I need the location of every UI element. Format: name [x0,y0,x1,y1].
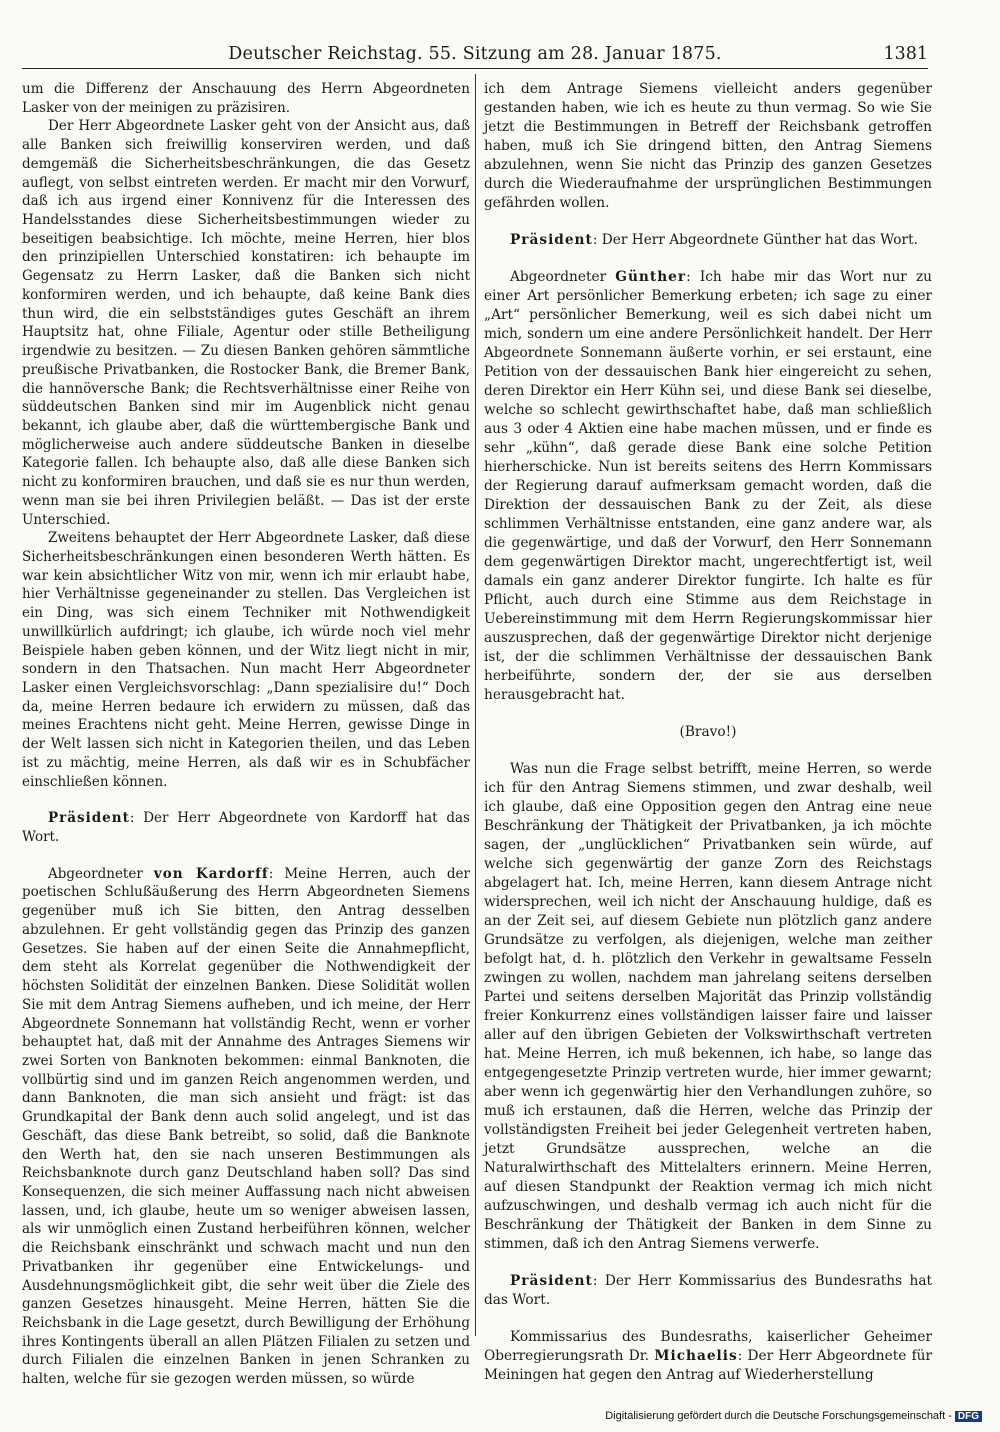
footer-text: Digitalisierung gefördert durch die Deutsche Forschungsgemeinschaft - [605,1410,952,1422]
dfg-logo: DFG [955,1411,982,1422]
speech-text: : Der Herr Abgeordnete für Meiningen hat gegen den Antrag auf Wiederherstellung [484,1348,932,1383]
right-column [484,80,932,1385]
paragraph: Was nun die Frage selbst betrifft, meine Herren, so werde ich für den Antrag Siemens stimmen, und zwar deshalb, weil ich glaube, daß eine Opposition gegen den Antrag eine neue Beschränkung der Thätigkeit der Privatbanken, ja ich möchte sagen, der „unglücklichen“ Privatbanken sein würde, auf welche sich gegenwärtig der ganze Zorn des Reichstags abgelagert hat. Ich, meine Herren, kann diesem Antrage nicht widersprechen, weil ich nicht der Anschauung huldige, daß es an der Zeit sei, auf diesem Gebiete nun plötzlich ganz andere Grundsätze zu verfolgen, als diejenigen, welche man zeither befolgt hat, d. h. plötzlich den Verkehr in gewaltsame Fesseln zwingen zu wollen, nachdem man jahrelang seitens derselben Partei und seitens derselben Majorität das Prinzip vollständig freier Konkurrenz eines vollständigen laisser faire und laisser aller auf den übrigen Gebieten der Volkswirthschaft vertreten hat. Meine Herren, ich muß bekennen, ich habe, so lange das entgegengesetzte Prinzip vertreten wurde, hier immer gewarnt; aber wenn ich gegenwärtig hier den Verhandlungen zuhöre, so muß ich erstaunen, daß die Herren, welche das Prinzip der vollständigsten Freiheit bei jeder Gelegenheit vertreten haben, jetzt Grundsätze aussprechen, welche an die Naturalwirthschaft des Mittelalters erinnern. Meine Herren, auf diesen Standpunkt der Reaktion vermag ich mich nicht aufzuschwingen, und deshalb vermag ich auch nicht für die Beschränkung der Thätigkeit der Banken in dem Sinne zu stimmen, daß ich den Antrag Siemens verwerfe. [484,761,932,1252]
speaker-paragraph [484,268,932,705]
speaker-name: Präsident [48,810,130,827]
speaker-paragraph [22,809,470,846]
speaker-paragraph [484,1272,932,1310]
speaker-name: von Kardorff [153,865,269,882]
speaker-prefix: Kommissarius des Bundesraths, kaiserlicher Geheimer Oberregierungsrath Dr. [484,1329,932,1364]
paragraph: Der Herr Abgeordnete Lasker geht von der Ansicht aus, daß alle Banken sich freiwillig konserviren werden, und daß demgemäß die Sicherheitsbeschränkungen, die das Gesetz auflegt, von selbst eintreten werden. Er macht mir den Vorwurf, daß ich aus irgend einer Konnivenz für die Interessen des Handelsstandes diese Sicherheitsbestimmungen wieder zu beseitigen beabsichtige. Ich möchte, meine Herren, hier blos den prinzipiellen Unterschied konstatiren: ich behaupte im Gegensatz zu Herrn Lasker, daß die Banken sich nicht konformiren werden, und ich behaupte, daß keine Bank dies thun wird, die ein selbstständiges gutes Geschäft an ihrem Hauptsitz hat, ohne Filiale, Agentur oder stille Betheiligung irgendwie zu besitzen. — Zu diesen Banken gehören sämmtliche preußische Privatbanken, die Rostocker Bank, die Bremer Bank, die hannöversche Bank; die Rechtsverhältnisse einer Reihe von süddeutschen Banken sind mir im Augenblick nicht genau bekannt, ich glaube aber, daß die württembergische Bank und möglicherweise auch andere süddeutsche Banken in dieselbe Kategorie fallen. Ich behaupte also, daß alle diese Banken sich nicht zu konformiren brauchen, und daß sie es nur thun werden, wenn man sie bei ihren Privilegien beläßt. — Das ist der erste Unterschied. [22,118,470,528]
paragraph: um die Differenz der Anschauung des Herrn Abgeordneten Lasker von der meinigen zu präzisiren. [22,81,470,116]
speech-text: : Der Herr Abgeordnete von Kardorff hat das Wort. [22,810,470,846]
speaker-paragraph [484,1328,932,1385]
speaker-name: Präsident [510,232,593,248]
column-divider [475,74,476,1336]
paragraph: Zweitens behauptet der Herr Abgeordnete Lasker, daß diese Sicherheitsbeschränkungen einen besonderen Werth hätten. Es war kein absichtlicher Witz von mir, wenn ich mir erlaubt habe, hier Verhältnisse gegeneinander zu stellen. Das Vergleichen ist ein Ding, was sich einem Techniker mit Nothwendigkeit unwillkürlich aufdringt; ich glaube, ich würde noch viel mehr Beispiele haben geben können, und der Witz liegt nicht in mir, sondern in den Thatsachen. Nun macht Herr Abgeordneter Lasker einen Vergleichsvorschlag: „Dann spezialisire du!“ Doch da, meine Herren bedaure ich erwidern zu müssen, daß das meines Erachtens nicht geht. Meine Herren, gewisse Dinge in der Welt lassen sich nicht in Kategorien theilen, und das Leben ist zu mächtig, meine Herren, als daß wir es in Schubfächer einschließen können. [22,530,470,790]
speaker-paragraph [484,231,932,250]
left-column [22,80,470,1389]
speaker-paragraph [22,865,470,1389]
speaker-prefix: Abgeordneter [510,269,616,285]
speech-text: : Der Herr Kommissarius des Bundesraths hat das Wort. [484,1273,932,1308]
speech-text: : Der Herr Abgeordnete Günther hat das Wort. [592,232,918,248]
footer-credit [605,1410,982,1422]
speaker-name: Michaelis [654,1348,738,1364]
speech-text: : Meine Herren, auch der poetischen Schlußäußerung des Herrn Abgeordneten Siemens gegenüber muß ich Sie bitten, den Antrag desselben abzulehnen. Er geht vollständig gegen das Prinzip des ganzen Gesetzes. Sie haben auf der einen Seite die Annahmepflicht, dem steht als Korrelat gegenüber die Nothwendigkeit der höchsten Solidität der einzelnen Banken. Diese Solidität wollen Sie mit dem Antrag Siemens aufheben, und ich meine, der Herr Abgeordnete Sonnemann hat vollständig Recht, wenn er vorher behauptet hat, daß mit der Annahme des Antrages Siemens wir zwei Sorten von Banknoten bekommen: einmal Banknoten, die vollbürtig sind und im ganzen Reich angenommen werden, und dann Banknoten, die man sich ansieht und frägt: ist das Grundkapital der Bank denn auch solid angelegt, und ist das Geschäft, das diese Bank betreibt, so solid, daß die Banknote den Werth hat, den sie nach unseren Bestimmungen als Reichsbanknote durch ganz Deutschland haben soll? Das sind Konsequenzen, die sich meiner Auffassung nach nicht abweisen lassen, und, ich glaube, heute um so weniger abweisen lassen, als wir unmöglich einen Zustand herbeiführen können, welcher die Reichsbank einschränkt und schwach macht und nun den Privatbanken ihr gegenüber eine Entwickelungs- und Ausdehnungsmöglichkeit gibt, die sehr weit über die Ziele des ganzen Gesetzes hinausgeht. Meine Herren, hätten Sie die Reichsbank in die Lage gesetzt, durch Bewilligung der Erhöhung ihres Kontingents überall an allen Plätzen Filialen zu setzen und durch Filialen die einzelnen Banken in jenen Schranken zu halten, welche für sie gezogen werden müssen, so würde [22,865,470,1388]
header-title: Deutscher Reichstag. 55. Sitzung am 28. Januar 1875. [228,44,722,64]
speech-text: : Ich habe mir das Wort nur zu einer Art persönlicher Bemerkung erbeten; ich sage zu einer „Art“ persönlicher Bemerkung, weil es sich dabei nicht um mich, sondern um eine andere Persönlichkeit handelt. Der Herr Abgeordnete Sonnemann äußerte vorhin, er sei erstaunt, eine Petition von der dessauischen Bank hier eingereicht zu sehen, deren Direktor ein Herr Kühn sei, und diese Bank sei dieselbe, welche so schlecht gewirthschaftet habe, daß man schließlich aus 3 oder 4 Aktien eine habe machen müssen, und er finde es sehr „kühn“, daß gerade diese Bank eine solche Petition hierherschicke. Nun ist bereits seitens des Herrn Kommissars der Regierung darauf aufmerksam gemacht worden, daß die Direktion der dessauischen Bank zu der Zeit, als diese schlimmen Verhältnisse entstanden, eine ganz andere war, als die gegenwärtige, und daß der Vorwurf, den Herr Sonnemann dem gegenwärtigen Direktor macht, ungerechtfertigt ist, weil damals ein ganz anderer Direktor fungirte. Ich halte es für Pflicht, auch durch eine Stimme aus dem Reichstage in Uebereinstimmung mit dem Herrn Regierungskommissar hier auszusprechen, daß der gegenwärtige Direktor nicht derjenige ist, der die schlimmen Verhältnisse der dessauischen Bank herbeiführte, sondern der, der sie aus derselben herausgebracht hat. [484,269,933,703]
speaker-name: Günther [615,269,687,285]
interjection: (Bravo!) [679,724,737,740]
speaker-prefix: Abgeordneter [48,865,154,882]
speaker-name: Präsident [510,1273,593,1289]
page-header [22,38,928,69]
page-number: 1381 [883,44,928,64]
paragraph: ich dem Antrage Siemens vielleicht anders gegenüber gestanden haben, wie ich es heute zu thun vermag. So wie Sie jetzt die Bestimmungen in Betreff der Reichsbank getroffen haben, muß ich Sie dringend bitten, den Antrag Siemens abzulehnen, wenn Sie nicht das Prinzip des ganzen Gesetzes durch die Wiederaufnahme der ursprünglichen Bestimmungen gefährden wollen. [484,81,932,211]
